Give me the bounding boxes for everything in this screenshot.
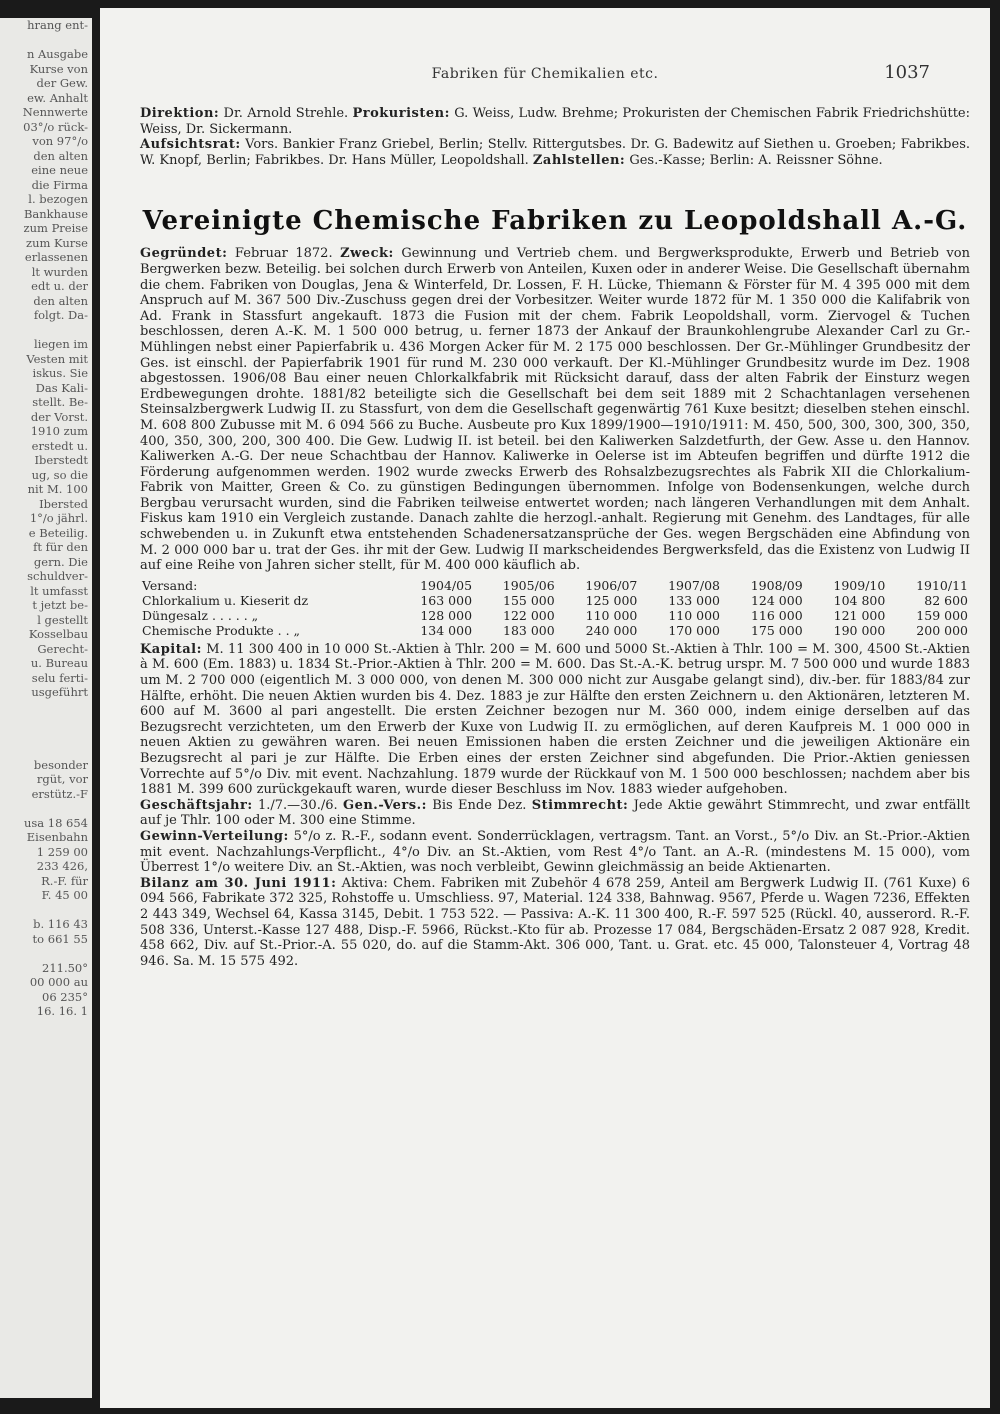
gegruendet-text: Februar 1872. xyxy=(227,246,341,262)
margin-line: der Vorst. xyxy=(30,409,88,424)
gegruendet-label: Gegründet: xyxy=(140,246,228,262)
margin-line: Gerecht- xyxy=(37,641,88,656)
margin-line: liegen im xyxy=(34,337,88,351)
margin-line: ug, so die xyxy=(31,467,88,482)
entry-title: Vereinigte Chemische Fabriken zu Leopoldshall A.-G. xyxy=(142,206,968,237)
margin-line xyxy=(0,323,92,338)
margin-line: stellt. Be- xyxy=(32,395,88,409)
margin-line: den alten xyxy=(33,293,88,308)
running-title: Fabriken für Chemikalien etc. xyxy=(431,66,659,82)
page-content xyxy=(140,66,970,969)
aufsichtsrat-text: Vors. Bankier Franz Griebel, Berlin; Stellv. Rittergutsbes. Dr. G. Badewitz auf Siethen u. Groeben; Fabrikbes. W. Knopf, Berlin; Fabrikbes. Dr. Hans Müller, Leopoldshall. xyxy=(140,137,970,168)
margin-line: ew. Anhalt xyxy=(27,90,88,105)
table-cell: 125 000 xyxy=(585,592,638,608)
margin-line: von 97°/o xyxy=(32,134,88,148)
margin-line: erlassenen xyxy=(24,250,88,264)
row-label: Düngesalz . . . . . „ xyxy=(142,607,259,623)
margin-line: der Gew. xyxy=(36,76,88,90)
margin-line: Ibersted xyxy=(39,496,88,511)
table-row xyxy=(140,623,970,638)
previous-entry xyxy=(140,106,970,168)
table-cell: 133 000 xyxy=(668,592,721,608)
versand-header-year: 1907/08 xyxy=(668,577,721,593)
margin-line: ft für den xyxy=(33,540,88,554)
margin-line: erstütz.-F xyxy=(31,786,88,801)
gewinn-verteilung-label: Gewinn-Verteilung: xyxy=(140,828,289,844)
margin-line: 1910 zum xyxy=(30,424,88,438)
margin-line: Kosselbau xyxy=(28,627,88,641)
margin-line: 1°/o jährl. xyxy=(29,511,88,525)
margin-line: Nennwerte xyxy=(22,105,88,119)
margin-line: 06 235° xyxy=(42,989,88,1004)
margin-line: 16. 16. 1 xyxy=(36,1004,88,1018)
table-cell: 124 000 xyxy=(750,592,803,608)
margin-line: Bankhause xyxy=(23,206,88,221)
table-cell: 82 600 xyxy=(924,592,968,608)
direktion-text: Dr. Arnold Strehle. xyxy=(219,106,353,121)
margin-line: 211.50° xyxy=(42,960,88,975)
margin-line: to 661 55 xyxy=(32,931,88,946)
margin-line: gern. Die xyxy=(33,554,88,569)
zweck-label: Zweck: xyxy=(340,246,394,262)
margin-line: edt u. der xyxy=(31,279,88,293)
margin-line xyxy=(0,700,92,715)
zweck-text: Gewinnung und Vertrieb chem. und Bergwerksprodukte, Erwerb und Betrieb von Bergwerken bezw. Beteilig. bei solchen durch Erwerb von Anteilen, Kuxen oder in anderer Weise. Die Gesellschaft übernahm die chem. Fabriken von Douglas, Jena & Winterfeld, Dr. Lossen, F. H. Lücke, Thiemann & Förster für M. 4 395 000 mit dem Anspruch auf M. 367 500 Div.-Zuschuss gegen drei der Vorbesitzer. Weiter wurde 1872 für M. 1 350 000 die Kalifabrik von Ad. Frank in Stassfurt angekauft. 1873 die Fusion mit der chem. Fabrik Leopoldshall, vorm. Ziervogel & Tuchen beschlossen, deren A.-K. M. 1 500 000 betrug, u. ferner 1873 der Ankauf der Braunkohlengrube Alexander Carl zu Gr.-Mühlingen nebst einer Papierfabrik u. 436 Morgen Acker für M. 2 175 000 beschlossen. Der Gr.-Mühlinger Grundbesitz der Ges. ist einschl. der Papierfabrik 1901 für rund M. 230 000 verkauft. Der Kl.-Mühlinger Grundbesitz wurde im Dez. 1908 abgestossen. 1906/08 Bau einer neuen Chlorkalkfabrik mit Rücksicht darauf, dass der alten Fabrik der Einsturz wegen Erdbewegungen drohte. 1881/82 beteiligte sich die Gesellschaft bei dem seit 1889 mit 2 Schachtanlagen versehenen Steinsalzbergwerk Ludwig II. zu Stassfurt, von dem die Gesellschaft gegenwärtig 761 Kuxe besitzt; dieselben stehen einschl. M. 608 800 Zubusse mit M. 6 094 566 zu Buche. Ausbeute pro Kux 1899/1900—1910/1911: M. 450, 500, 300, 300, 300, 350, 400, 350, 300, 200, 300 400. Die Gew. Ludwig II. ist beteil. bei den Kaliwerken Salzdetfurth, der Gew. Asse u. den Hannov. Kaliwerken A.-G. Der neue Schachtbau der Hannov. Kaliwerke in Oelerse ist im Abteufen begriffen und dürfte 1912 die Förderung aufgenommen werden. 1902 wurde zwecks Erwerb des Rohsalzbezugsrechtes als Fabrik XII die Chlorkalium-Fabrik von Maitter, Green & Co. zu günstigen Bedingungen übernommen. Infolge von Bodensenkungen, welche durch Bergbau verursacht wurden, sind die Fabriken teilweise entwertet worden; nach längeren Verhandlungen mit dem Anhalt. Fiskus kam 1910 ein Vergleich zustande. Danach zahlte die herzogl.-anhalt. Regierung mit Genehm. des Landtages, für alle schwebenden u. in Zukunft etwa entstehenden Schadenersatzansprüche der Ges. wegen Bergschäden eine Abfindung von M. 2 000 000 bar u. trat der Ges. ihr mit der Gew. Ludwig II markscheidendes Bergwerksfeld, das die Existenz von Ludwig II auf eine Reihe von Jahren sicher stellt, für M. 400 000 käuflich ab. xyxy=(140,246,970,574)
table-cell: 122 000 xyxy=(503,607,555,623)
margin-line: hrang ent- xyxy=(27,18,88,32)
margin-line: rgüt, vor xyxy=(36,772,88,786)
versand-header-year: 1910/11 xyxy=(916,577,968,593)
margin-line: folgt. Da- xyxy=(33,308,88,322)
gen-vers-label: Gen.-Vers.: xyxy=(342,797,427,813)
table-cell: 110 000 xyxy=(585,607,638,623)
margin-line: b. 116 43 xyxy=(33,917,88,931)
row-label: Chlorkalium u. Kieserit dz xyxy=(142,592,309,608)
margin-line: Iberstedt xyxy=(34,453,88,467)
margin-line: zum Preise xyxy=(23,221,88,235)
margin-line: Kurse von xyxy=(29,61,88,76)
table-cell: 163 000 xyxy=(420,592,473,608)
margin-line xyxy=(0,946,92,961)
prokuristen-label: Prokuristen: xyxy=(352,106,450,121)
margin-line: t jetzt be- xyxy=(32,598,88,612)
table-cell: 104 800 xyxy=(833,592,886,608)
margin-line: usgeführt xyxy=(31,685,88,699)
table-cell: 240 000 xyxy=(585,622,638,638)
gewinn-verteilung-text: 5°/o z. R.-F., sodann event. Sonderrücklagen, vertragsm. Tant. an Vorst., 5°/o Div. an St.-Prior.-Aktien mit event. Nachzahlungs-Verpflicht., 4°/o Div. an St.-Aktien, vom Rest 4°/o Tant. an A.-R. (mindestens M. 15 000), vom Überrest 1°/o weitere Div. an St.-Aktien, was noch verbleibt, Gewinn gleichmässig an beide Aktienarten. xyxy=(140,828,970,876)
versand-header-label: Versand: xyxy=(142,577,198,593)
table-cell: 159 000 xyxy=(916,607,968,623)
gen-vers-text: Bis Ende Dez. xyxy=(426,797,532,813)
margin-line xyxy=(0,801,92,816)
margin-line xyxy=(0,903,92,918)
geschaeftsjahr-paragraph xyxy=(140,798,970,829)
table-cell: 121 000 xyxy=(833,607,886,623)
document-page xyxy=(100,8,990,1408)
table-cell: 200 000 xyxy=(916,622,968,638)
margin-line xyxy=(0,714,92,729)
margin-line: schuldver- xyxy=(27,569,88,583)
margin-line xyxy=(0,743,92,758)
margin-line: Das Kali- xyxy=(35,380,88,395)
margin-line: erstedt u. xyxy=(31,438,88,453)
margin-line: iskus. Sie xyxy=(32,366,88,380)
direktion-label: Direktion: xyxy=(140,106,220,121)
margin-line: 00 000 au xyxy=(29,975,88,989)
margin-line: R.-F. für xyxy=(41,873,88,888)
margin-line: besonder xyxy=(33,757,88,772)
margin-line: l. bezogen xyxy=(28,192,88,206)
margin-line: e Beteilig. xyxy=(28,525,88,540)
margin-line: l gestellt xyxy=(37,612,88,627)
bilanz-text: Aktiva: Chem. Fabriken mit Zubehör 4 678 259, Anteil am Bergwerk Ludwig II. (761 Kuxe) 6 094 566, Fabrikate 372 325, Rohstoffe u. Umschliess. 97, Material. 124 338, Bahnwag. 9567, Pferde u. Wagen 7236, Effekten 2 443 349, Wechsel 64, Kassa 3145, Debit. 1 753 522. — Passiva: A.-K. 11 300 400, R.-F. 597 525 (Rückl. 40, ausserord. R.-F. 508 336, Unterst.-Kasse 127 488, Disp.-F. 5966, Rückst.-Kto für ab. Prozesse 17 084, Bergschäden-Ersatz 2 087 928, Kredit. 458 662, Div. auf St.-Prior.-A. 55 020, do. auf die Stamm-Akt. 306 000, Tant. u. Grat. etc. 45 000, Talonsteuer 4, Vortrag 48 946. Sa. M. 15 575 492. xyxy=(140,875,970,969)
versand-header-row xyxy=(140,578,970,593)
stimmrecht-label: Stimmrecht: xyxy=(531,797,629,813)
versand-header-year: 1905/06 xyxy=(502,577,555,593)
table-cell: 128 000 xyxy=(420,607,473,623)
margin-line: Vesten mit xyxy=(26,351,88,366)
gewinn-verteilung-paragraph xyxy=(140,829,970,876)
table-cell: 155 000 xyxy=(503,592,555,608)
versand-header-year: 1909/10 xyxy=(833,577,886,593)
margin-line xyxy=(0,729,92,744)
versand-table xyxy=(140,578,970,638)
margin-line: 03°/o rück- xyxy=(23,119,88,134)
geschaeftsjahr-text: 1./7.—30./6. xyxy=(252,797,343,813)
prokuristen-text: G. Weiss, Ludw. Brehme; Prokuristen der Chemischen Fabrik Friedrichshütte: Weiss, Dr. Sickermann. xyxy=(140,106,970,137)
margin-line: usa 18 654 xyxy=(23,815,88,830)
table-cell: 134 000 xyxy=(420,622,473,638)
page-number: 1037 xyxy=(884,62,930,83)
zahlstellen-label: Zahlstellen: xyxy=(532,152,626,168)
margin-line: n Ausgabe xyxy=(26,47,88,61)
table-cell: 175 000 xyxy=(750,622,803,638)
margin-line: 233 426, xyxy=(36,859,88,873)
row-label: Chemische Produkte . . „ xyxy=(142,622,301,638)
versand-header-year: 1908/09 xyxy=(750,577,803,593)
margin-line: 1 259 00 xyxy=(36,844,88,859)
margin-line: lt umfasst xyxy=(30,583,88,598)
margin-line: Eisenbahn xyxy=(26,830,88,844)
table-cell: 183 000 xyxy=(503,622,555,638)
margin-line: lt wurden xyxy=(31,264,88,279)
versand-header-year: 1906/07 xyxy=(585,577,638,593)
margin-line: zum Kurse xyxy=(26,235,88,250)
geschaeftsjahr-label: Geschäftsjahr: xyxy=(140,797,253,813)
aufsichtsrat-label: Aufsichtsrat: xyxy=(140,137,241,153)
margin-line: eine neue xyxy=(31,163,88,177)
table-row xyxy=(140,608,970,623)
kapital-label: Kapital: xyxy=(140,641,202,657)
bilanz-paragraph xyxy=(140,876,970,970)
margin-line: selu ferti- xyxy=(31,670,88,685)
kapital-paragraph xyxy=(140,642,970,798)
margin-line: u. Bureau xyxy=(30,656,88,670)
table-cell: 110 000 xyxy=(668,607,721,623)
table-cell: 190 000 xyxy=(833,622,886,638)
margin-line: den alten xyxy=(33,148,88,163)
bilanz-label: Bilanz am 30. Juni 1911: xyxy=(140,875,337,891)
versand-header-year: 1904/05 xyxy=(420,577,473,593)
kapital-text: M. 11 300 400 in 10 000 St.-Aktien à Thlr. 200 = M. 600 und 5000 St.-Aktien à Thlr. 100 = M. 300, 4500 St.-Aktien à M. 600 (Em. 1883) u. 1834 St.-Prior.-Aktien à Thlr. 200 = M. 600. Das St.-A.-K. betrug urspr. M. 7 500 000 und wurde 1883 um M. 2 700 000 (eigentlich M. 3 000 000, von denen M. 300 000 nicht zur Ausgabe gelangt sind), div.-ber. für 1883/84 zur Hälfte, erhöht. Die neuen Aktien wurden bis 4. Dez. 1883 je zur Hälfte den ersten Zeichnern u. den Aktionären, letzteren M. 600 auf M. 3600 al pari angestellt. Die ersten Zeichner bezogen nur M. 360 000, indem einige derselben auf das Bezugsrecht verzichteten, um den Erwerb der Kuxe von Ludwig II. zu ermöglichen, auf deren Kaufpreis M. 1 000 000 in neuen Aktien zu gewähren waren. Bei neuen Emissionen haben die ersten Zeichner und die jeweiligen Aktionäre ein Bezugsrecht al pari je zur Hälfte. Die Erben eines der ersten Zeichner sind abgefunden. Die Prior.-Aktien geniessen Vorrechte auf 5°/o Div. mit event. Nachzahlung. 1879 wurde der Rückkauf von M. 1 500 000 beschlossen; nachdem aber bis 1881 M. 399 600 zurückgekauft waren, wurde dieser Beschluss im Nov. 1883 wieder aufgehoben. xyxy=(140,641,970,798)
table-row xyxy=(140,593,970,608)
table-cell: 170 000 xyxy=(668,622,721,638)
margin-line: die Firma xyxy=(31,177,88,192)
margin-line: nit M. 100 xyxy=(27,482,88,496)
margin-line: F. 45 00 xyxy=(41,888,88,902)
margin-line xyxy=(0,33,92,48)
previous-page-margin xyxy=(0,18,92,1398)
gegruendet-paragraph xyxy=(140,246,970,573)
table-cell: 116 000 xyxy=(750,607,803,623)
stimmrecht-text: Jede Aktie gewährt Stimmrecht, und zwar entfällt auf je Thlr. 100 oder M. 300 eine Stimme. xyxy=(140,797,970,829)
zahlstellen-text: Ges.-Kasse; Berlin: A. Reissner Söhne. xyxy=(625,152,883,168)
